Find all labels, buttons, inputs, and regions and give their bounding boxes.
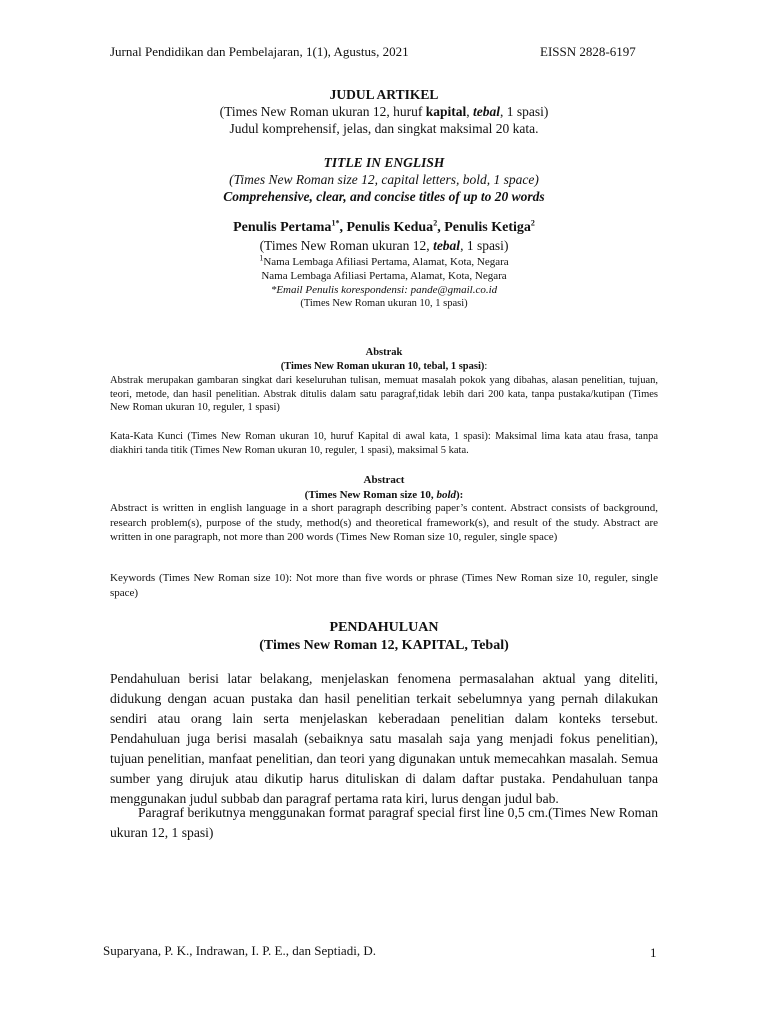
title-description: Judul komprehensif, jelas, dan singkat maksimal 20 kata.	[229, 121, 539, 136]
intro-paragraph-2: Paragraf berikutnya menggunakan format paragraf special first line 0,5 cm.(Times New Roman ukuran 12, 1 spasi)	[110, 805, 658, 840]
journal-header: Jurnal Pendidikan dan Pembelajaran, 1(1), Agustus, 2021	[110, 44, 409, 59]
intro-heading: PENDAHULUAN	[329, 620, 439, 635]
abstract-subheading-bold: bold	[436, 488, 456, 501]
author-note-tebal: tebal	[433, 238, 461, 253]
title-note-kapital: kapital	[425, 104, 467, 119]
affiliation-2: Nama Lembaga Afiliasi Pertama, Alamat, Kota, Negara	[261, 270, 507, 282]
intro-paragraph-1: Pendahuluan berisi latar belakang, menjelaskan fenomena permasalahan aktual yang diteliti, didukung dengan acuan pustaka dan hasil penelitian terkait sebelumnya yang pernah dilakukan sendiri atau orang lain serta menjelaskan keberadaan penelitian dalam konteks tersebut. Pendahuluan juga berisi masalah (sebaiknya satu masalah saja yang menjadi fokus penelitian), tujuan penelitian, manfaat penelitian, dan teori yang digunakan untuk memecahkan masalah. Semua sumber yang dirujuk atau dikutip harus dituliskan di dalam daftar pustaka. Pendahuluan tanpa menggunakan judul subbab dan paragraf pertama rata kiri, lurus dengan judul bab.	[110, 671, 658, 806]
intro-subheading: (Times New Roman 12, KAPITAL, Tebal)	[259, 638, 509, 653]
author-2-sup: 2	[433, 218, 438, 228]
english-title: TITLE IN ENGLISH	[323, 155, 445, 170]
title-note-sep: ,	[466, 104, 473, 119]
title-block-en	[100, 154, 668, 205]
title-format-note	[100, 103, 668, 120]
english-title-description: Comprehensive, clear, and concise titles of up to 20 words	[223, 189, 545, 204]
title-note-text: (Times New Roman ukuran 12, huruf	[219, 104, 426, 119]
authors-block	[100, 219, 668, 311]
abstrak-heading-block	[100, 346, 668, 373]
author-3: , Penulis Ketiga	[437, 220, 531, 235]
abstract-heading-block	[100, 473, 668, 502]
footer-authors: Suparyana, P. K., Indrawan, I. P. E., dan Septiadi, D.	[103, 943, 376, 958]
abstrak-heading: Abstrak	[365, 347, 403, 358]
abstract-subheading	[100, 488, 668, 503]
author-3-sup: 2	[530, 218, 535, 228]
abstract-subheading-tail: ):	[456, 488, 464, 501]
correspondence-email: *Email Penulis korespondensi: pande@gmail.co.id	[270, 284, 498, 296]
abstract-heading: Abstract	[363, 474, 405, 486]
abstract-text: Abstract is written in english language in a short paragraph describing paper’s content. Abstract consists of background, research problem(s), purpose of the study, method(s) and theoretical framework(s), and result of the study. Abstract are written in one paragraph, not more than 200 words (Times New Roman size 10, reguler, single space)	[110, 502, 658, 544]
keywords: Keywords (Times New Roman size 10): Not more than five words or phrase (Times New Roman size 10, reguler, single space)	[110, 572, 658, 599]
issn-header: EISSN 2828-6197	[540, 44, 636, 59]
author-1: Penulis Pertama	[233, 220, 332, 235]
abstrak-subheading-text: (Times New Roman ukuran 10, tebal, 1 spasi)	[280, 360, 485, 372]
affiliation-1	[100, 255, 668, 269]
affiliation-1-text: Nama Lembaga Afiliasi Pertama, Alamat, Kota, Negara	[263, 256, 509, 268]
abstrak-subheading-colon: :	[484, 360, 488, 372]
title-note-tebal: tebal	[473, 104, 500, 119]
affiliation-1-sup: 1	[259, 253, 264, 263]
abstract-subheading-text: (Times New Roman size 10,	[304, 488, 437, 501]
author-note-text: (Times New Roman ukuran 12,	[259, 238, 434, 253]
title-block-id	[100, 86, 668, 137]
article-title: JUDUL ARTIKEL	[329, 87, 439, 102]
title-note-post: , 1 spasi)	[500, 104, 549, 119]
intro-heading-block	[100, 619, 668, 655]
page-number: 1	[650, 945, 657, 960]
author-names	[100, 219, 668, 237]
author-1-sup: 1*	[331, 218, 340, 228]
affiliation-format-note: (Times New Roman ukuran 10, 1 spasi)	[300, 298, 468, 309]
author-note-post: , 1 spasi)	[460, 238, 509, 253]
abstrak-subheading	[100, 360, 668, 374]
english-title-note: (Times New Roman size 12, capital letters, bold, 1 space)	[229, 172, 539, 187]
author-format-note	[100, 237, 668, 254]
author-2: , Penulis Kedua	[339, 220, 434, 235]
kata-kunci: Kata-Kata Kunci (Times New Roman ukuran 10, huruf Kapital di awal kata, 1 spasi): Maksimal lima kata atau frasa, tanpa diakhiri tanda titik (Times New Roman ukuran 10, reguler, 1 spasi), maksimal 5 kata.	[110, 431, 658, 456]
abstrak-text: Abstrak merupakan gambaran singkat dari keseluruhan tulisan, memuat masalah pokok yang dibahas, alasan penelitian, tujuan, teori, metode, dan hasil penelitian. Abstrak ditulis dalam satu paragraf,tidak lebih dari 200 kata, tanpa pustaka/kutipan (Times New Roman ukuran 10, reguler, 1 spasi)	[110, 375, 658, 414]
